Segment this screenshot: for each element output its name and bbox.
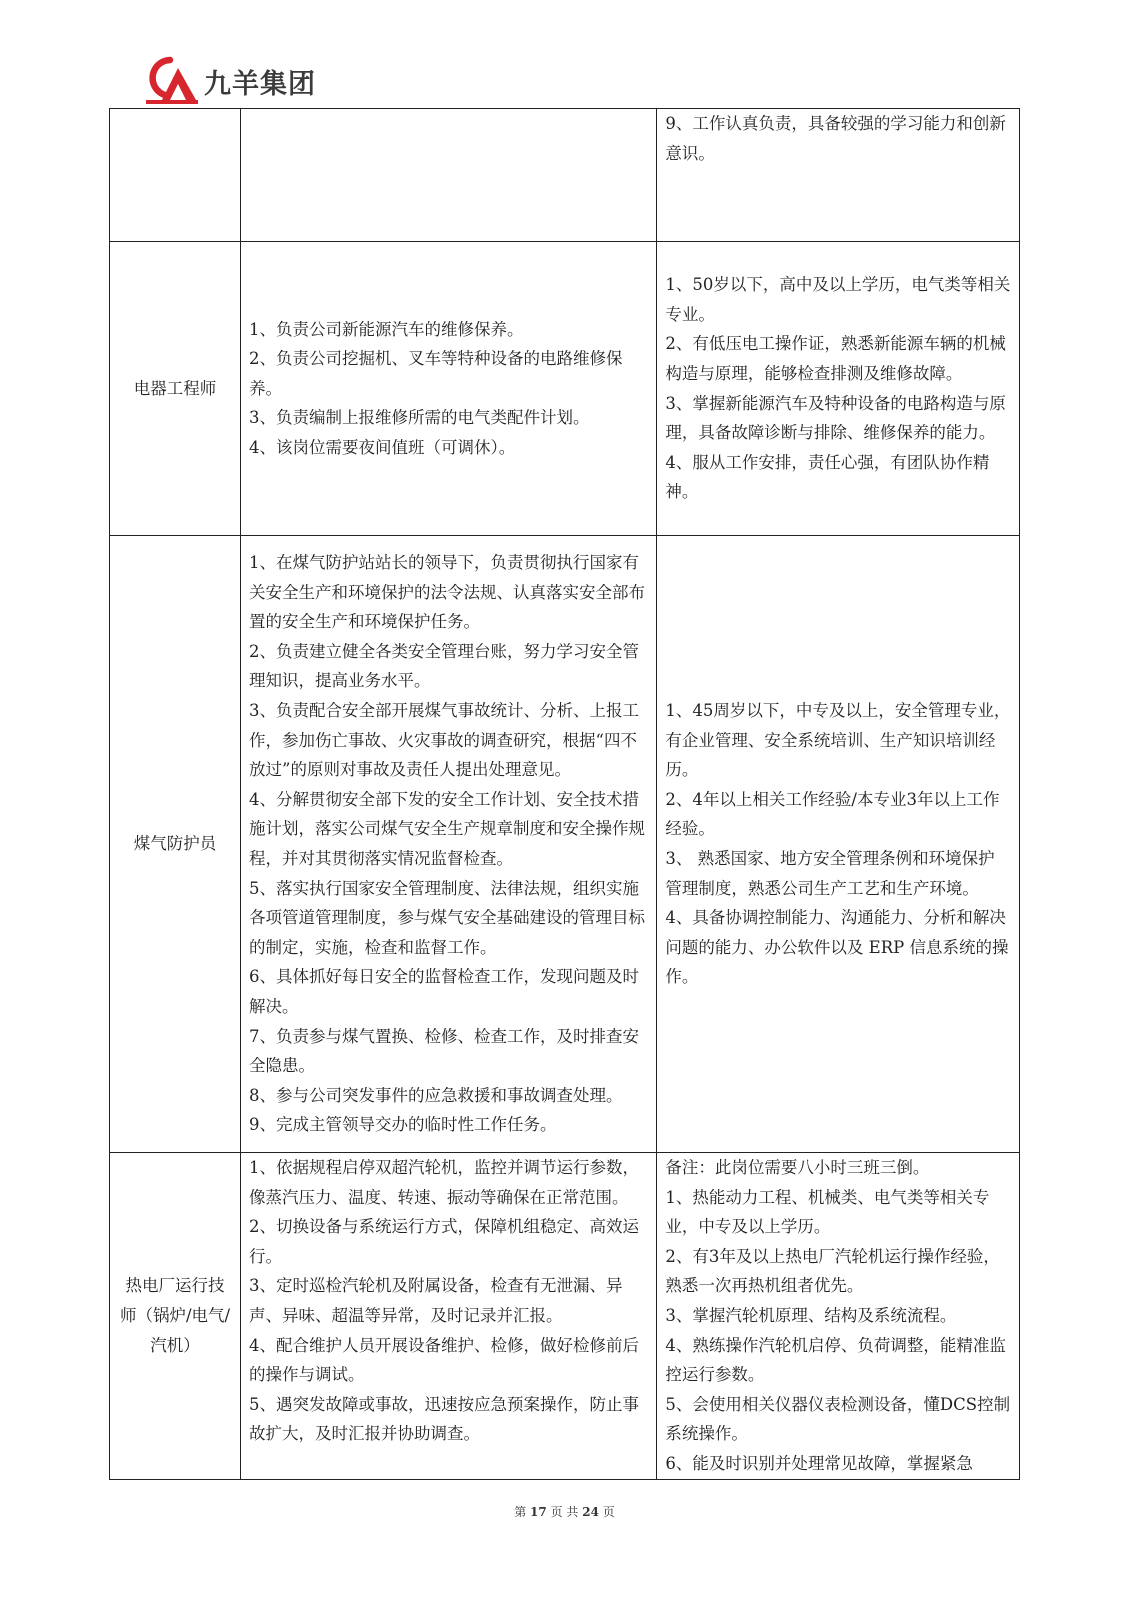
duties-cell (241, 109, 657, 242)
requirement-item: 3、掌握新能源汽车及特种设备的电路构造与原理，具备故障诊断与排除、维修保养的能力。 (665, 393, 1006, 443)
duties-cell (241, 536, 657, 1153)
requirement-item: 2、有3年及以上热电厂汽轮机运行操作经验，熟悉一次再热机组者优先。 (665, 1246, 1000, 1296)
duty-item: 3、负责配合安全部开展煤气事故统计、分析、上报工作，参加伤亡事故、火灾事故的调查研究，根据“四不放过”的原则对事故及责任人提出处理意见。 (249, 701, 640, 780)
total-page-number: 24 (582, 1505, 599, 1519)
position-cell: 热电厂运行技师（锅炉/电气/汽机） (110, 1153, 241, 1480)
position-cell: 电器工程师 (110, 242, 241, 536)
requirements-cell (657, 109, 1020, 242)
duty-item: 8、参与公司突发事件的应急救援和事故调查处理。 (249, 1085, 623, 1105)
requirements-cell (657, 1153, 1020, 1480)
requirement-item: 3、掌握汽轮机原理、结构及系统流程。 (665, 1305, 957, 1325)
requirement-item: 9、工作认真负责，具备较强的学习能力和创新意识。 (665, 114, 1006, 163)
requirements-cell (657, 536, 1020, 1153)
current-page-number: 17 (530, 1505, 547, 1519)
duty-item: 4、分解贯彻安全部下发的安全工作计划、安全技术措施计划，落实公司煤气安全生产规章制度和安全操作规程，并对其贯彻落实情况监督检查。 (249, 789, 646, 868)
duty-item: 2、切换设备与系统运行方式，保障机组稳定、高效运行。 (249, 1217, 640, 1266)
requirement-item: 1、50岁以下，高中及以上学历，电气类等相关专业。 (665, 275, 1011, 324)
duty-item: 4、配合维护人员开展设备维护、检修，做好检修前后的操作与调试。 (249, 1335, 640, 1385)
duties-cell (241, 242, 657, 536)
duty-item: 1、依据规程启停双超汽轮机，监控并调节运行参数，像蒸汽压力、温度、转速、振动等确保在正常范围。 (249, 1158, 640, 1207)
requirement-item: 4、具备协调控制能力、沟通能力、分析和解决问题的能力、办公软件以及 ERP 信息系统的操作。 (665, 908, 1009, 987)
duty-item: 3、定时巡检汽轮机及附属设备，检查有无泄漏、异声、异味、超温等异常，及时记录并汇报。 (249, 1276, 623, 1325)
table-row (110, 109, 1020, 242)
requirement-item: 2、4年以上相关工作经验/本专业3年以上工作经验。 (665, 789, 1000, 839)
footer-page-word: 页 (550, 1505, 563, 1519)
table-row (110, 242, 1020, 536)
requirement-item: 6、能及时识别并处理常见故障，掌握紧急 (665, 1453, 973, 1473)
duty-item: 5、遇突发故障或事故，迅速按应急预案操作，防止事故扩大，及时汇报并协助调查。 (249, 1394, 640, 1444)
job-table (109, 108, 1020, 1480)
duty-item: 3、负责编制上报维修所需的电气类配件计划。 (249, 408, 590, 428)
footer-total-word: 共 (566, 1505, 579, 1519)
footer-suffix: 页 (602, 1505, 615, 1519)
requirement-note: 备注：此岗位需要八小时三班三倒。 (665, 1158, 930, 1177)
requirement-item: 1、45周岁以下，中专及以上，安全管理专业，有企业管理、安全系统培训、生产知识培训经历。 (665, 701, 1011, 780)
duty-item: 9、完成主管领导交办的临时性工作任务。 (249, 1115, 557, 1135)
duty-item: 5、落实执行国家安全管理制度、法律法规，组织实施各项管道管理制度，参与煤气安全基础建设的管理目标的制定，实施，检查和监督工作。 (249, 878, 646, 957)
position-cell (110, 109, 241, 242)
duties-cell (241, 1153, 657, 1480)
page-footer (0, 1503, 1129, 1520)
duty-item: 2、负责建立健全各类安全管理台账，努力学习安全管理知识，提高业务水平。 (249, 641, 640, 691)
duty-item: 1、负责公司新能源汽车的维修保养。 (249, 319, 524, 339)
requirement-item: 5、会使用相关仪器仪表检测设备，懂DCS控制系统操作。 (665, 1394, 1011, 1444)
duty-item: 4、该岗位需要夜间值班（可调休）。 (249, 437, 516, 457)
page-header (140, 52, 1020, 110)
table-row (110, 536, 1020, 1153)
company-logo-icon (140, 54, 202, 106)
footer-prefix: 第 (514, 1505, 527, 1519)
table-row (110, 1153, 1020, 1480)
duty-item: 1、在煤气防护站站长的领导下，负责贯彻执行国家有关安全生产和环境保护的法令法规、认真落实安全部布置的安全生产和环境保护任务。 (249, 553, 646, 632)
requirements-cell (657, 242, 1020, 536)
duty-item: 2、负责公司挖掘机、叉车等特种设备的电路维修保养。 (249, 349, 623, 398)
company-name: 九羊集团 (204, 69, 316, 100)
requirement-item: 4、熟练操作汽轮机启停、负荷调整，能精准监控运行参数。 (665, 1335, 1006, 1385)
requirement-item: 2、有低压电工操作证，熟悉新能源车辆的机械构造与原理，能够检查排测及维修故障。 (665, 334, 1006, 383)
requirement-item: 4、服从工作安排，责任心强，有团队协作精神。 (665, 452, 990, 502)
duty-item: 6、具体抓好每日安全的监督检查工作，发现问题及时解决。 (249, 967, 640, 1016)
requirement-item: 3、 熟悉国家、地方安全管理条例和环境保护管理制度，熟悉公司生产工艺和生产环境。 (665, 849, 995, 898)
duty-item: 7、负责参与煤气置换、检修、检查工作，及时排查安全隐患。 (249, 1026, 640, 1076)
position-cell: 煤气防护员 (110, 536, 241, 1153)
requirement-item: 1、热能动力工程、机械类、电气类等相关专业，中专及以上学历。 (665, 1187, 990, 1237)
